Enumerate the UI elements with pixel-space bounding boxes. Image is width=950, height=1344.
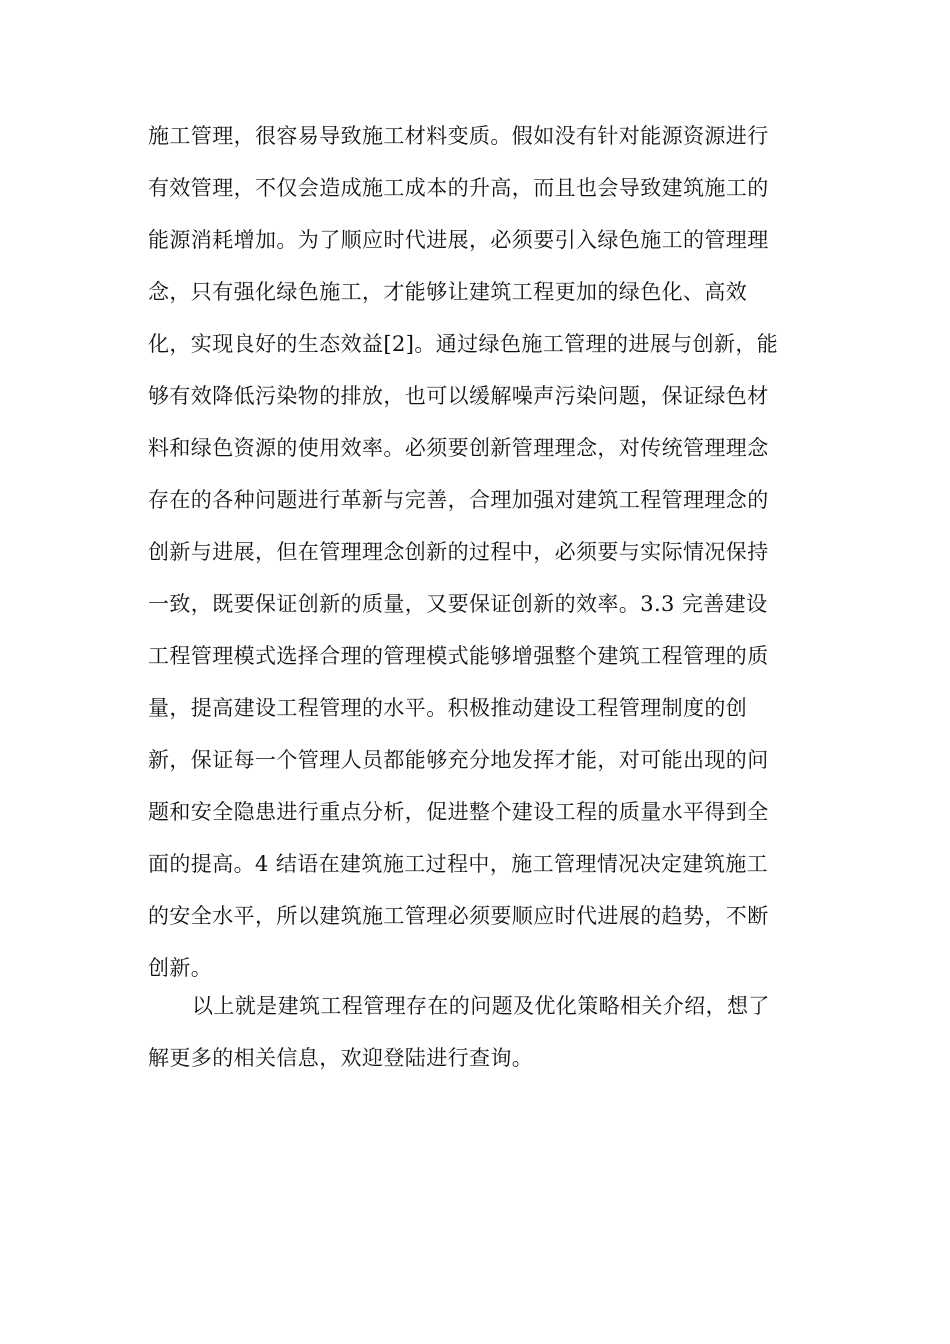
body-paragraph (148, 110, 808, 994)
text-line: 创新。 (148, 956, 213, 980)
text-line: 够有效降低污染物的排放，也可以缓解噪声污染问题，保证绿色材 (148, 384, 769, 408)
text-line: 能源消耗增加。为了顺应时代进展，必须要引入绿色施工的管理理 (148, 228, 769, 252)
text-line: 存在的各种问题进行革新与完善，合理加强对建筑工程管理理念的 (148, 488, 769, 512)
text-line: 解更多的相关信息，欢迎登陆进行查询。 (148, 1046, 534, 1070)
text-line: 面的提高。4 结语在建筑施工过程中，施工管理情况决定建筑施工 (148, 852, 769, 876)
text-line: 施工管理，很容易导致施工材料变质。假如没有针对能源资源进行 (148, 124, 769, 148)
text-line: 工程管理模式选择合理的管理模式能够增强整个建筑工程管理的质 (148, 644, 769, 668)
text-line: 以上就是建筑工程管理存在的问题及优化策略相关介绍，想了 (192, 994, 770, 1018)
text-line: 量，提高建设工程管理的水平。积极推动建设工程管理制度的创 (148, 696, 748, 720)
text-line: 料和绿色资源的使用效率。必须要创新管理理念，对传统管理理念 (148, 436, 769, 460)
text-line: 题和安全隐患进行重点分析，促进整个建设工程的质量水平得到全 (148, 800, 769, 824)
closing-paragraph (148, 980, 808, 1084)
text-line: 的安全水平，所以建筑施工管理必须要顺应时代进展的趋势，不断 (148, 904, 769, 928)
text-line: 有效管理，不仅会造成施工成本的升高，而且也会导致建筑施工的 (148, 176, 769, 200)
text-line: 化，实现良好的生态效益[2]。通过绿色施工管理的进展与创新，能 (148, 332, 779, 356)
text-line: 念，只有强化绿色施工，才能够让建筑工程更加的绿色化、高效 (148, 280, 748, 304)
text-line: 创新与进展，但在管理理念创新的过程中，必须要与实际情况保持 (148, 540, 769, 564)
text-line: 一致，既要保证创新的质量，又要保证创新的效率。3.3 完善建设 (148, 592, 768, 616)
text-line: 新，保证每一个管理人员都能够充分地发挥才能，对可能出现的问 (148, 748, 769, 772)
